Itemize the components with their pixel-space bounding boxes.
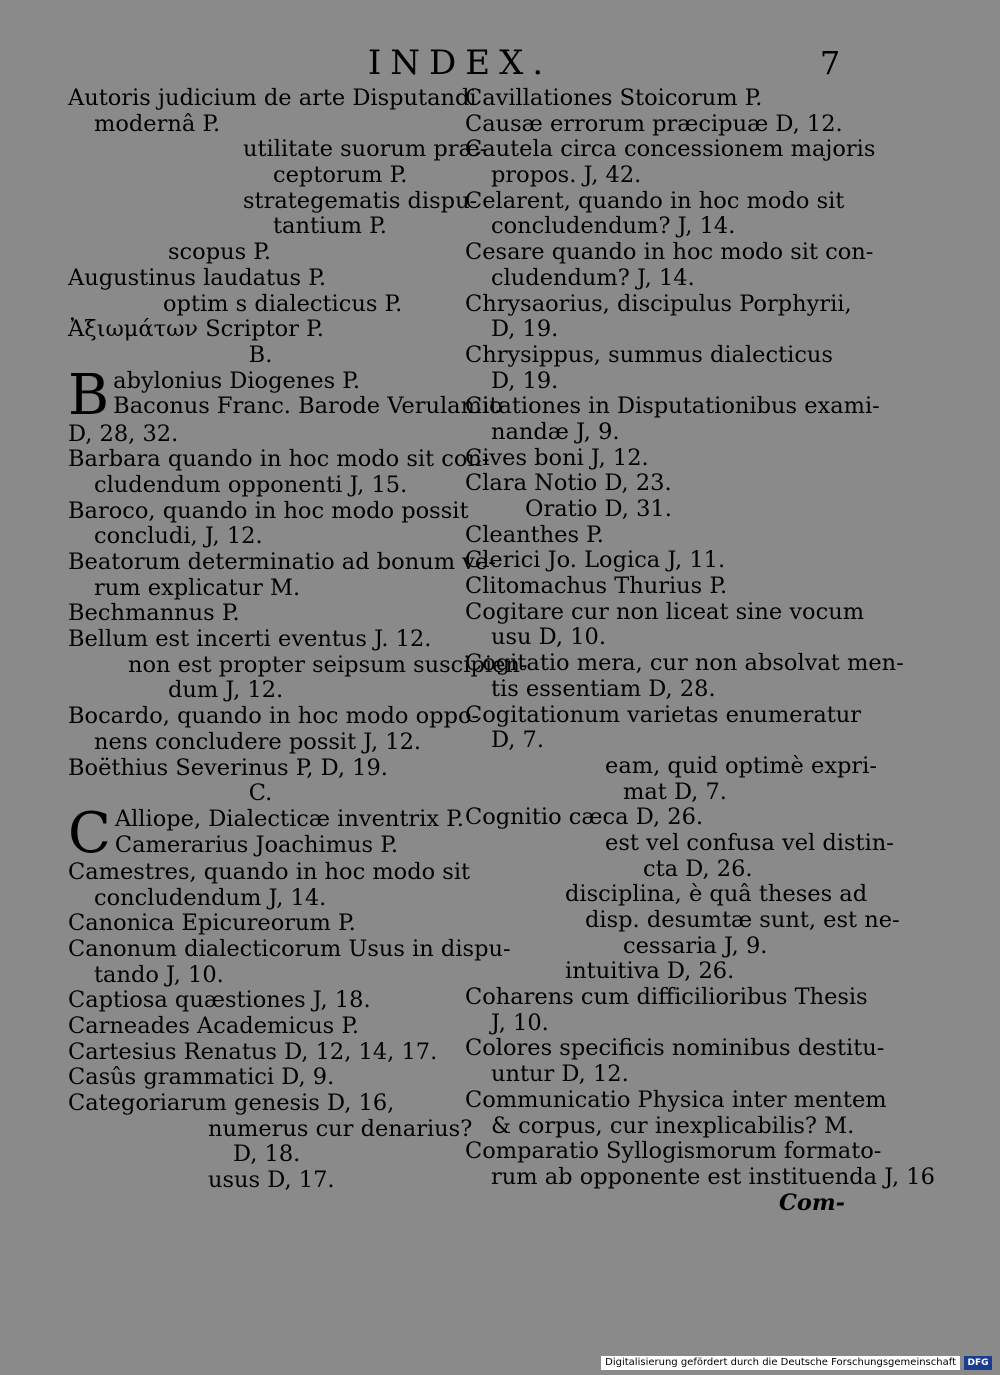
index-entry: cludendum? J, 14. [491,264,695,291]
index-entry: & corpus, cur inexplicabilis? M. [491,1112,855,1139]
index-entry: Cleanthes P. [465,521,604,548]
dropcap-b: B [68,362,110,428]
index-entry: Bechmannus P. [68,600,240,627]
index-entry: Cogitationum varietas enumeratur [465,701,862,728]
index-entry: Canonica Epicureorum P. [68,910,356,937]
index-entry: disciplina, è quâ theses ad [565,881,868,908]
index-entry: Boëthius Severinus P, D, 19. [68,754,388,781]
index-entry: ceptorum P. [273,162,408,189]
index-entry: Captiosa quæstiones J, 18. [68,987,371,1014]
index-entry: Coharens cum difficilioribus Thesis [465,984,868,1011]
index-entry: Baroco, quando in hoc modo possit [68,497,469,524]
dropcap-block-c [68,800,464,866]
index-entry: tantium P. [273,213,387,240]
index-entry: Colores specificis nominibus destitu- [465,1035,885,1062]
page-number: 7 [819,44,841,82]
section-letter-c: C. [248,780,273,807]
index-entry: scopus P. [168,239,272,266]
index-entry: J, 10. [491,1009,549,1036]
index-entry: D, 7. [491,727,545,754]
index-entry: usu D, 10. [491,624,607,651]
index-entry: eam, quid optimè expri- [605,752,877,779]
index-entry: Chrysaorius, discipulus Porphyrii, [465,290,852,317]
digitization-credit: Digitalisierung gefördert durch die Deutsche Forschungsgemeinschaft [601,1356,960,1370]
index-entry: rum explicatur M. [94,574,301,601]
index-entry: Baconus Franc. Barode Verulamio [113,393,503,420]
index-entry: tis essentiam D, 28. [491,675,716,702]
index-entry: rum ab opponente est instituenda J, 16 [491,1163,935,1190]
index-entry: Ἀξιωμάτων Scriptor P. [68,316,324,343]
index-entry: Clitomachus Thurius P. [465,573,728,600]
index-entry: Cavillationes Stoicorum P. [465,85,763,111]
index-entry: Cogitatio mera, cur non absolvat men- [465,650,904,677]
index-entry: dum J, 12. [168,677,284,704]
catchword: Com- [778,1189,845,1216]
index-entry: D, 19. [491,316,559,343]
index-entry: Clara Notio D, 23. [465,470,672,497]
index-entry: Bocardo, quando in hoc modo oppo- [68,703,480,730]
index-entry: Communicatio Physica inter mentem [465,1086,887,1113]
index-entry: Clerici Jo. Logica J, 11. [465,547,726,574]
section-letter-b: B. [248,341,273,368]
index-entry: Cives boni J, 12. [465,444,649,471]
index-entry: tando J, 10. [94,961,224,988]
index-entry: cessaria J, 9. [623,932,768,959]
index-entry: numerus cur denarius? [208,1115,473,1142]
index-entry: Oratio D, 31. [525,496,672,522]
index-column-right [465,85,935,1216]
index-entry: D, 19. [491,367,559,394]
index-entry: Bellum est incerti eventus J. 12. [68,626,432,653]
index-entry: est vel confusa vel distin- [605,829,894,856]
page-header [0,38,1000,88]
index-entry: Cognitio cæca D, 26. [465,804,704,831]
index-entry: Augustinus laudatus P. [68,264,326,291]
index-entry: Autoris judicium de arte Disputandi [68,85,477,111]
index-entry: cta D, 26. [643,855,753,882]
index-entry: Comparatio Syllogismorum formato- [465,1138,882,1165]
index-entry: Celarent, quando in hoc modo sit [465,187,845,214]
index-entry: Cautela circa concessionem majoris [465,136,876,163]
index-entry: propos. J, 42. [491,162,642,189]
index-entry: Beatorum determinatio ad bonum ve- [68,549,496,575]
dropcap-block-b [68,362,503,428]
index-entry: concludendum J, 14. [94,884,327,911]
index-entry: strategematis dispu- [243,187,478,214]
index-entry: nandæ J, 9. [491,418,620,445]
index-entry: abylonius Diogenes P. [113,367,361,394]
index-entry: non est propter seipsum suscipien- [128,651,528,678]
index-entry: modernâ P. [94,110,221,137]
index-entry: Cogitare cur non liceat sine vocum [465,598,865,625]
index-entry: Camerarius Joachimus P. [114,831,398,858]
index-entry: Cartesius Renatus D, 12, 14, 17. [68,1038,438,1065]
index-entry: Categoriarum genesis D, 16, [68,1090,395,1117]
index-entry: Barbara quando in hoc modo sit con- [68,446,490,473]
page-title: INDEX. [367,43,553,83]
dfg-logo: DFG [964,1356,992,1370]
index-entry: optim s dialecticus P. [163,290,403,317]
index-entry: Canonum dialecticorum Usus in dispu- [68,935,511,962]
index-entry: concludi, J, 12. [94,523,263,550]
dropcap-c: C [68,800,111,866]
index-entry: Carneades Academicus P. [68,1013,360,1039]
index-entry: cludendum opponenti J, 15. [94,471,408,498]
index-entry: Casûs grammatici D, 9. [68,1064,335,1091]
index-entry: concludendum? J, 14. [491,213,736,240]
index-entry: Chrysippus, summus dialecticus [465,341,833,368]
index-entry: usus D, 17. [208,1167,335,1194]
index-entry: Citationes in Disputationibus exami- [465,393,880,420]
index-entry: utilitate suorum præ- [243,136,488,163]
index-entry: D, 18. [233,1141,301,1168]
index-entry: intuitiva D, 26. [565,958,735,985]
index-entry: untur D, 12. [491,1061,629,1088]
index-entry: D, 28, 32. [68,420,179,447]
index-entry: nens concludere possit J, 12. [94,728,422,755]
index-entry: Camestres, quando in hoc modo sit [68,858,471,885]
index-entry: mat D, 7. [623,778,727,805]
index-entry: disp. desumtæ sunt, est ne- [585,907,900,933]
index-entry: Cesare quando in hoc modo sit con- [465,239,874,266]
index-entry: Alliope, Dialecticæ inventrix P. [114,805,464,832]
index-entry: Causæ errorum præcipuæ D, 12. [465,110,843,137]
